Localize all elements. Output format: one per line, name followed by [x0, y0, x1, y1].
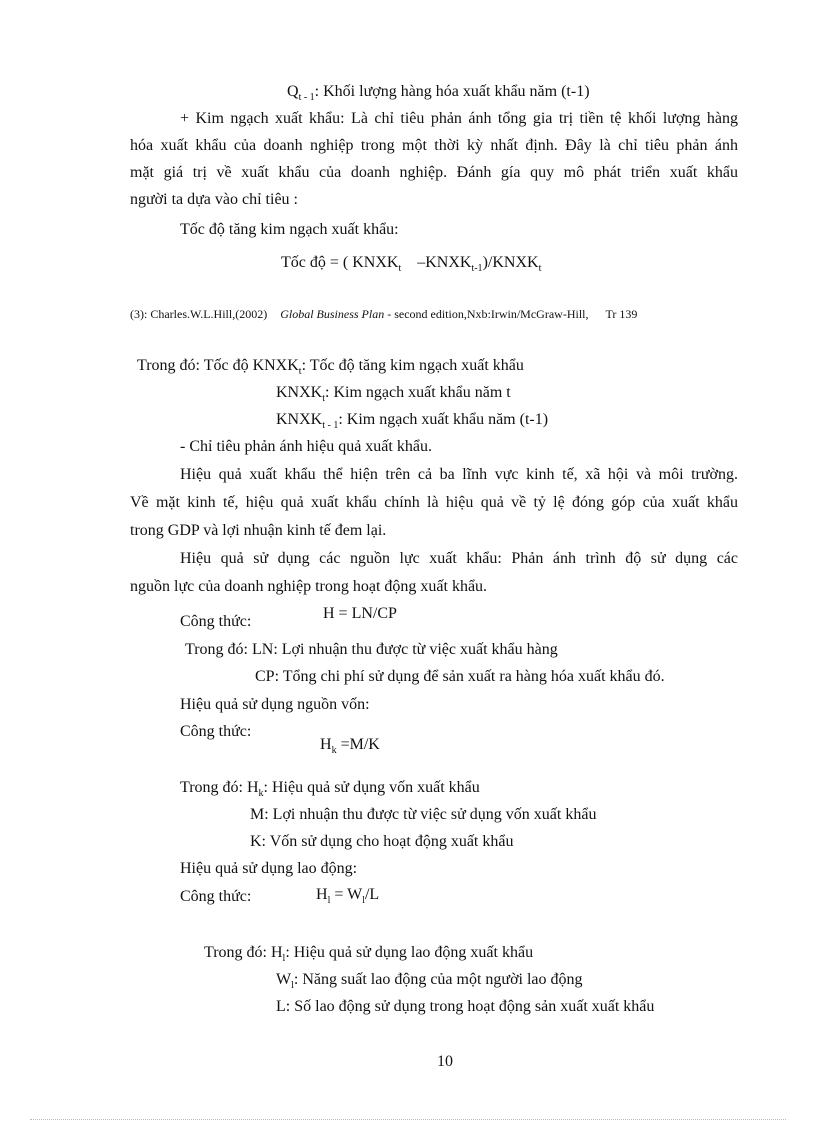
footnote: (3): Charles.W.L.Hill,(2002) Global Business Plan - second edition,Nxb:Irwin/McGraw-Hill, Tr 139 — [130, 307, 638, 321]
formula-hk: $H_k =M/K$ — [320, 736, 380, 756]
para-hieu-qua-3: trong GDP và lợi nhuận kinh tế đem lại. — [130, 522, 387, 539]
line-cp: CP: Tổng chi phí sử dụng để sản xuất ra hàng hóa xuất khẩu đó. — [255, 668, 665, 685]
line-k: K: Vốn sử dụng cho hoạt động xuất khẩu — [250, 833, 514, 850]
heading-toc-do: Tốc độ tăng kim ngạch xuất khẩu: — [180, 221, 399, 238]
page-number: 10 — [437, 1053, 453, 1070]
line-trong-do-hl: Trong đó: $H_l$: Hiệu quả sử dụng lao động xuất khẩu — [204, 944, 534, 964]
formula-toc-do: Tốc độ = ( $KNXK_t$ $-KNXK_{t-1})/KNXK_t$ — [281, 254, 542, 274]
para-nguon-luc-2: nguồn lực của doanh nghiệp trong hoạt động xuất khẩu. — [130, 578, 488, 595]
line-knxk-t: $KNXK_t$: Kim ngạch xuất khẩu năm t — [276, 384, 511, 404]
line-wl: $W_l$: Năng suất lao động của một người lao động — [276, 971, 583, 991]
line-l: L: Số lao động sử dụng trong hoạt động sản xuất xuất khẩu — [276, 998, 655, 1015]
section-hieu-qua: - Chỉ tiêu phản ánh hiệu quả xuất khẩu. — [180, 438, 432, 455]
heading-lao-dong: Hiệu quả sử dụng lao động: — [180, 860, 358, 877]
heading-nguon-von: Hiệu quả sử dụng nguồn vốn: — [180, 696, 370, 713]
label-cong-thuc-1: Công thức: — [180, 613, 252, 630]
line-knxk-t1: $KNXK_{t - 1}$: Kim ngạch xuất khẩu năm (t-1) — [276, 411, 549, 431]
para-kim-ngach-1: + Kim ngạch xuất khẩu: Là chỉ tiêu phản ánh tổng gia trị tiền tệ khối lượng hàng — [180, 110, 738, 127]
para-kim-ngach-4: người ta dựa vào chỉ tiêu : — [130, 191, 298, 208]
line-trong-do-hk: Trong đó: $H_k$: Hiệu quả sử dụng vốn xuất khẩu — [180, 779, 480, 799]
line-trong-do-ln: Trong đó: LN: Lợi nhuận thu được từ việc xuất khẩu hàng — [185, 641, 558, 658]
para-hieu-qua-1: Hiệu quả xuất khẩu thể hiện trên cả ba lĩnh vực kinh tế, xã hội và môi trường. — [180, 466, 738, 483]
formula-hl: $H_l = W_l/L$ — [316, 886, 380, 906]
line-trong-do-tocdo: Trong đó: Tốc độ $KNXK_t$: Tốc độ tăng kim ngạch xuất khẩu — [137, 357, 524, 377]
para-hieu-qua-2: Về mặt kinh tế, hiệu quả xuất khẩu chính là hiệu quả về tỷ lệ đóng góp của xuất khẩu — [130, 494, 738, 511]
line-m: M: Lợi nhuận thu được từ việc sử dụng vốn xuất khẩu — [250, 806, 597, 823]
para-kim-ngach-3: mặt giá trị về xuất khẩu của doanh nghiệp. Đánh gía quy mô phát triển xuất khẩu — [130, 164, 738, 181]
para-nguon-luc-1: Hiệu quả sử dụng các nguồn lực xuất khẩu: Phản ánh trình độ sử dụng các — [180, 550, 738, 567]
line-q-definition: $Q_{t - 1}$: Khối lượng hàng hóa xuất khẩu năm (t-1) — [287, 83, 590, 103]
label-cong-thuc-3: Công thức: — [180, 888, 252, 905]
para-kim-ngach-2: hóa xuất khẩu của doanh nghiệp trong một thời kỳ nhất định. Đây là chỉ tiêu phản ánh — [130, 137, 738, 154]
bottom-border — [30, 1119, 786, 1120]
label-cong-thuc-2: Công thức: — [180, 723, 252, 740]
formula-h: H = LN/CP — [323, 605, 397, 622]
